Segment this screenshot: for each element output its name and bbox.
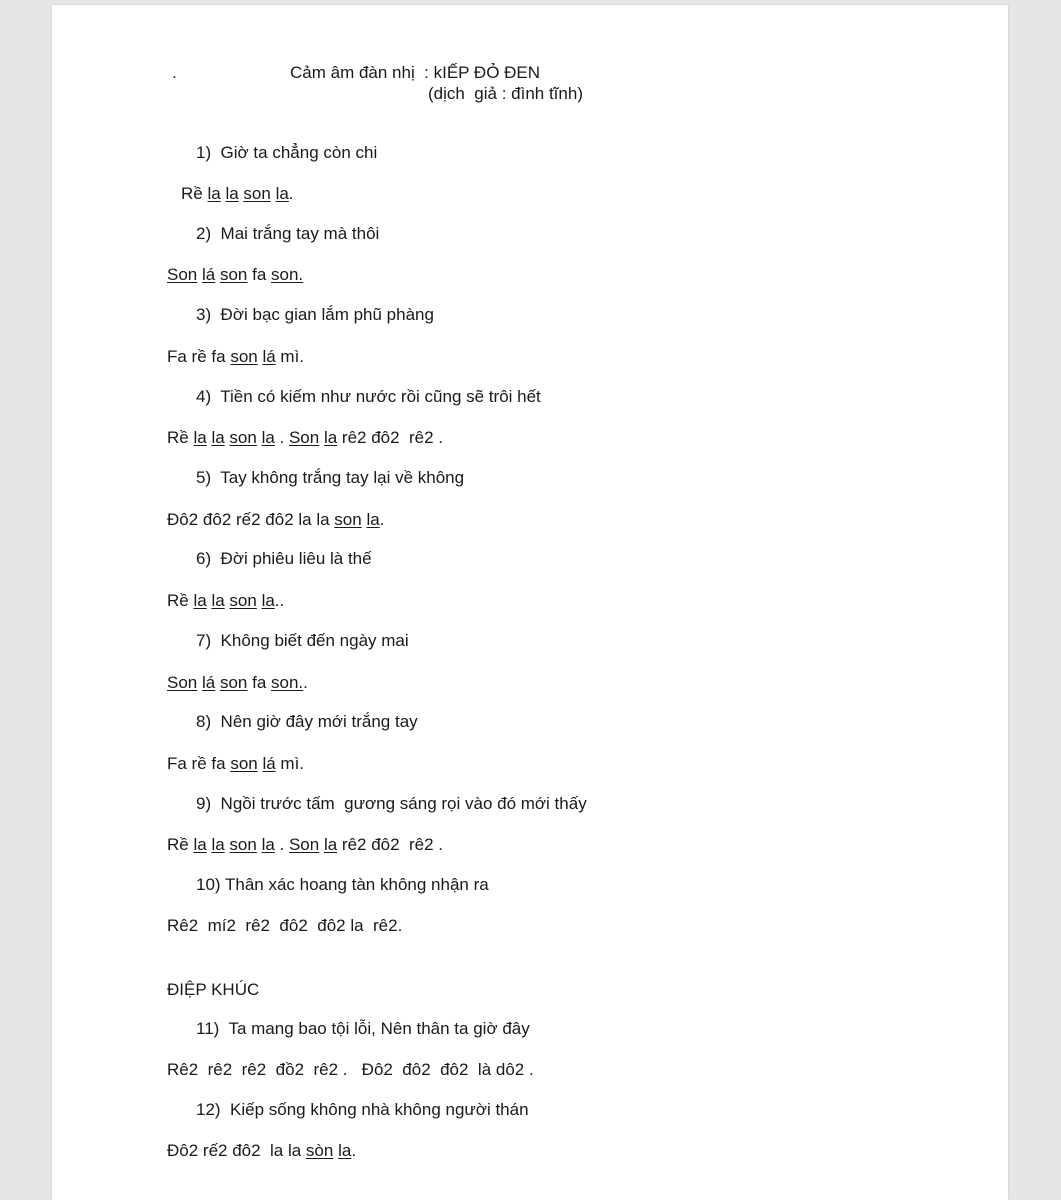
chorus-heading: ĐIỆP KHÚC [167, 980, 260, 999]
note-text: .. [274, 591, 285, 610]
underlined-note: la [193, 835, 207, 854]
underlined-note: la [261, 428, 275, 447]
underlined-note: son [219, 673, 248, 692]
underlined-note: la [366, 510, 380, 529]
note-text: Fa rề fa [167, 347, 231, 366]
underlined-note: son [230, 347, 258, 366]
note-text: Đô2 rế2 đô2 la la [167, 1141, 306, 1160]
note-text: Fa rề fa [167, 754, 231, 773]
lyric-line: 6) Đời phiêu liêu là thế [196, 549, 372, 568]
lyric-line: 12) Kiếp sống không nhà không người thán [196, 1100, 529, 1119]
note-text: Rề [167, 591, 194, 610]
note-text: mì. [275, 754, 305, 773]
note-text: fa [247, 673, 271, 692]
note-text: Rề [167, 428, 194, 447]
underlined-note: la [193, 428, 207, 447]
lyric-line: 4) Tiền có kiếm như nước rồi cũng sẽ trôi hết [196, 387, 541, 406]
underlined-note: lá [262, 347, 276, 366]
note-text: rê2 đô2 rê2 . [337, 428, 444, 447]
note-text: . [351, 1141, 357, 1160]
document-subtitle: (dịch giả : đình tĩnh) [428, 84, 583, 103]
lyric-line: 3) Đời bạc gian lắm phũ phàng [196, 305, 434, 324]
underlined-note: la [261, 591, 275, 610]
notes-line [167, 591, 284, 611]
lyric-line: 1) Giờ ta chẳng còn chi [196, 143, 378, 162]
notes-line [167, 754, 304, 774]
note-text: . [274, 835, 289, 854]
note-text: Rê2 mí2 rê2 đô2 đô2 la rê2. [167, 916, 403, 935]
notes-line [167, 428, 443, 448]
lyric-line: 7) Không biết đến ngày mai [196, 631, 409, 650]
underlined-note: la [211, 428, 225, 447]
underlined-note: Son [288, 428, 320, 447]
notes-line [167, 510, 384, 530]
underlined-note: son. [271, 265, 304, 284]
underlined-note: Son [288, 835, 320, 854]
document-title: Cảm âm đàn nhị : kIẾP ĐỎ ĐEN [290, 63, 541, 82]
underlined-note: son [334, 510, 362, 529]
lyric-line: 2) Mai trắng tay mà thôi [196, 224, 380, 243]
underlined-note: la [211, 591, 225, 610]
header-dot: . [172, 63, 177, 82]
notes-line [167, 835, 443, 855]
notes-line [167, 673, 308, 693]
lyric-line: 9) Ngồi trước tấm gương sáng rọi vào đó mới thấy [196, 794, 587, 813]
underlined-note: la [225, 184, 239, 203]
note-text: mì. [275, 347, 305, 366]
lyric-line: 5) Tay không trắng tay lại về không [196, 468, 465, 487]
underlined-note: lá [201, 265, 216, 284]
note-text: Rề [181, 184, 208, 203]
underlined-note: la [207, 184, 221, 203]
notes-line [167, 265, 303, 285]
underlined-note: son [219, 265, 248, 284]
note-text: . [379, 510, 385, 529]
note-text: fa [247, 265, 271, 284]
underlined-note: la [338, 1141, 352, 1160]
underlined-note: lá [201, 673, 216, 692]
lyric-line: 10) Thân xác hoang tàn không nhận ra [196, 875, 489, 894]
underlined-note: son [229, 591, 257, 610]
underlined-note: son. [271, 673, 304, 692]
note-text: Đô2 đô2 rế2 đô2 la la [167, 510, 335, 529]
underlined-note: la [261, 835, 275, 854]
notes-line [167, 1060, 534, 1080]
notes-line [167, 347, 304, 367]
underlined-note: sòn [305, 1141, 334, 1160]
note-text: . [274, 428, 289, 447]
underlined-note: la [211, 835, 225, 854]
underlined-note: la [275, 184, 289, 203]
lyric-line: 11) Ta mang bao tội lỗi, Nên thân ta giờ đây [196, 1019, 530, 1038]
underlined-note: lá [262, 754, 276, 773]
lyric-line: 8) Nên giờ đây mới trắng tay [196, 712, 418, 731]
notes-line [167, 916, 402, 936]
underlined-note: son [243, 184, 271, 203]
notes-line [167, 1141, 356, 1161]
underlined-note: la [193, 591, 207, 610]
underlined-note: son [229, 835, 257, 854]
underlined-note: la [323, 428, 338, 447]
underlined-note: la [323, 835, 338, 854]
note-text: . [303, 673, 308, 692]
note-text: Rề [167, 835, 194, 854]
notes-line [181, 184, 294, 204]
note-text: rê2 đô2 rê2 . [337, 835, 444, 854]
document-page [52, 5, 1008, 1200]
underlined-note: Son [167, 673, 198, 692]
underlined-note: son [230, 754, 258, 773]
underlined-note: son [229, 428, 257, 447]
underlined-note: Son [167, 265, 198, 284]
note-text: Rê2 rê2 rê2 đồ2 rê2 . Đô2 đô2 đô2 là dô2 . [167, 1060, 534, 1079]
note-text: . [288, 184, 294, 203]
